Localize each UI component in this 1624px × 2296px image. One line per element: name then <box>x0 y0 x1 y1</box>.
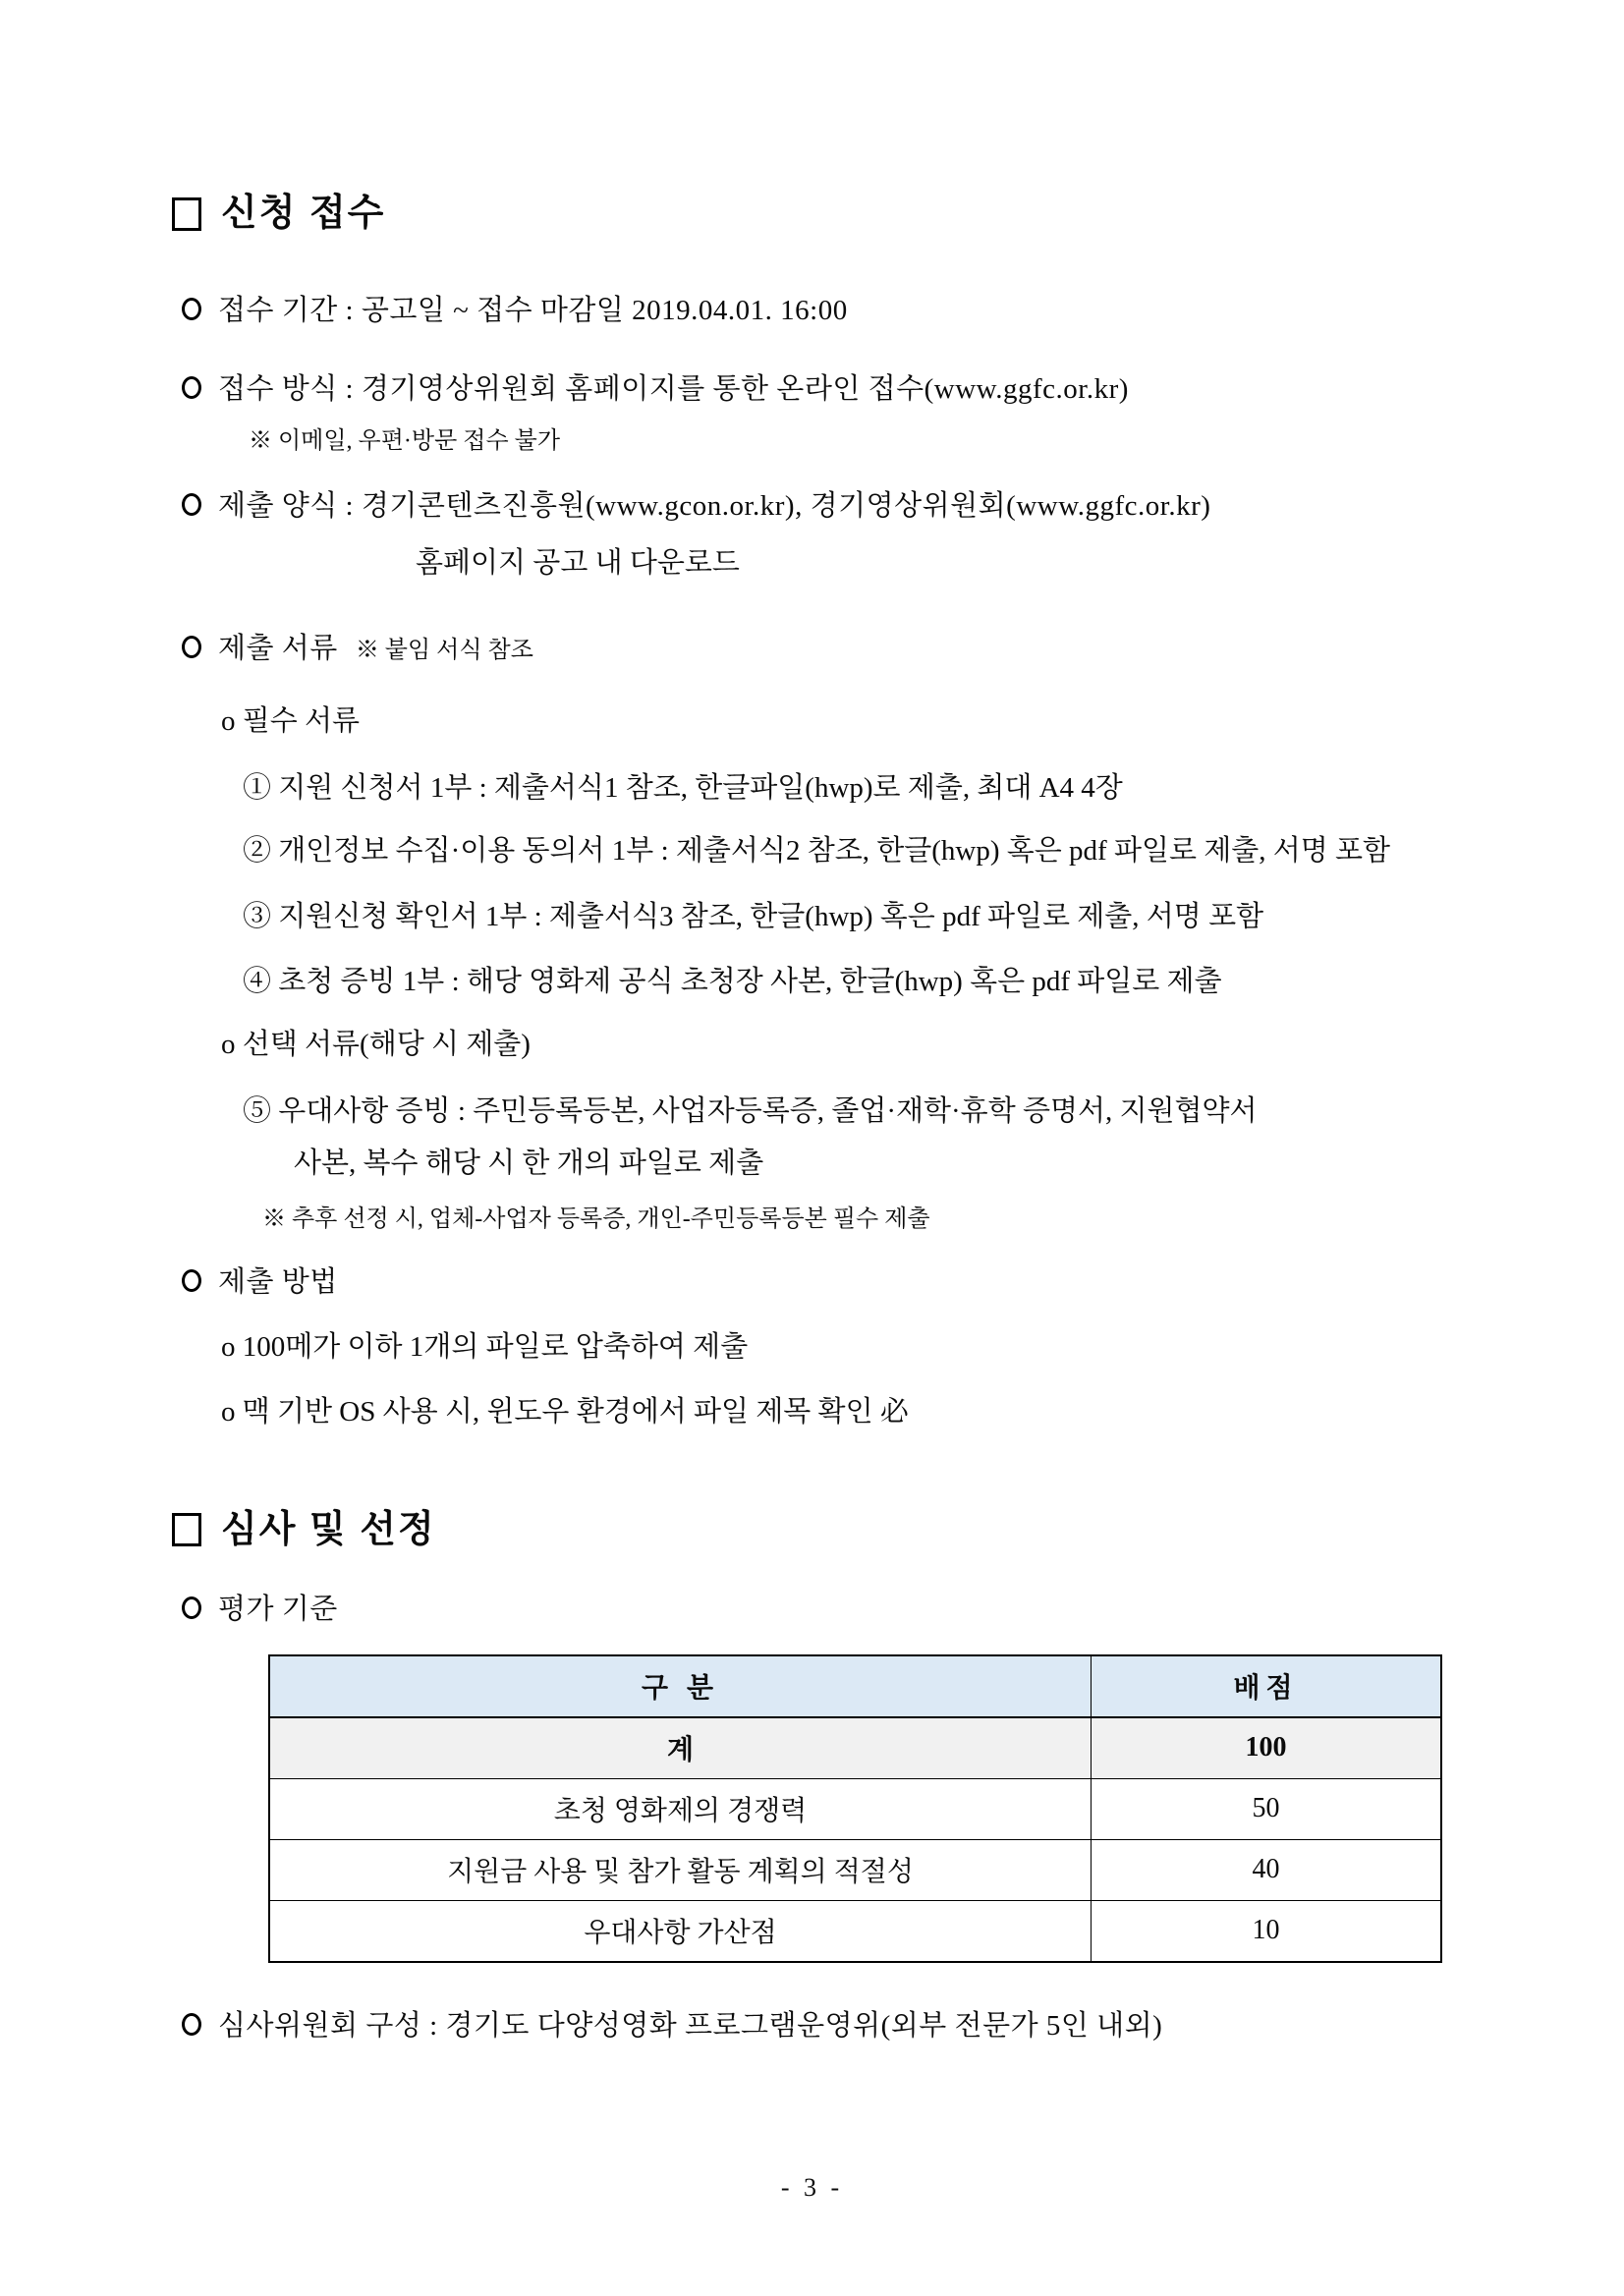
docs-text: 제출 서류 <box>218 633 338 665</box>
bullet-form <box>172 488 1477 526</box>
bullet-submit-method <box>172 1264 1477 1302</box>
page-number: - 3 - <box>780 2173 844 2202</box>
criteria-text: 평가 기준 <box>218 1594 338 1626</box>
score-table-header-points: 배점 <box>1092 1655 1442 1717</box>
score-category: 우대사항 가산점 <box>269 1900 1092 1962</box>
circle-bullet-icon <box>182 298 201 320</box>
method-text: 접수 방식 : 경기영상위원회 홈페이지를 통한 온라인 접수(www.ggfc.or.kr) <box>218 373 1129 406</box>
circle-bullet-icon <box>182 636 201 658</box>
optional-doc-5-continuation: 사본, 복수 해당 시 한 개의 파일로 제출 <box>294 1147 764 1179</box>
circle-bullet-icon <box>182 1269 201 1292</box>
circle-bullet-icon <box>182 2013 201 2036</box>
score-table-row-total <box>269 1717 1441 1779</box>
score-table-row <box>269 1778 1441 1839</box>
bullet-method <box>172 371 1477 409</box>
bullet-period <box>172 293 1477 330</box>
period-text: 접수 기간 : 공고일 ~ 접수 마감일 2019.04.01. 16:00 <box>218 295 848 327</box>
score-points: 100 <box>1092 1717 1442 1779</box>
score-table-header-row <box>269 1655 1441 1717</box>
circle-bullet-icon <box>182 493 201 516</box>
optional-doc-5-note: ※ 추후 선정 시, 업체-사업자 등록증, 개인-주민등록등본 필수 제출 <box>262 1205 930 1232</box>
score-table-header-category: 구 분 <box>269 1655 1092 1717</box>
bullet-criteria <box>172 1592 1477 1629</box>
required-doc-3: ③ 지원신청 확인서 1부 : 제출서식3 참조, 한글(hwp) 혹은 pdf 파일로 제출, 서명 포함 <box>243 901 1264 933</box>
section-heading-apply-label: 신청 접수 <box>221 193 386 234</box>
score-points: 10 <box>1092 1900 1442 1962</box>
required-doc-4: ④ 초청 증빙 1부 : 해당 영화제 공식 초청장 사본, 한글(hwp) 혹은 pdf 파일로 제출 <box>243 965 1222 997</box>
score-points: 40 <box>1092 1839 1442 1900</box>
submit-rule-2: o 맥 기반 OS 사용 시, 윈도우 환경에서 파일 제목 확인 必 <box>221 1396 909 1428</box>
required-docs-label: o 필수 서류 <box>221 705 361 738</box>
optional-doc-5: ⑤ 우대사항 증빙 : 주민등록등본, 사업자등록증, 졸업·재학·휴학 증명서, 지원협약서 <box>243 1095 1258 1128</box>
score-table-row <box>269 1839 1441 1900</box>
score-table-wrapper <box>172 1654 1477 1963</box>
square-bullet-icon <box>172 197 201 231</box>
section-heading-review <box>172 1506 1477 1554</box>
required-doc-2: ② 개인정보 수집·이용 동의서 1부 : 제출서식2 참조, 한글(hwp) 혹은 pdf 파일로 제출, 서명 포함 <box>243 835 1391 868</box>
circle-bullet-icon <box>182 1596 201 1619</box>
score-category: 지원금 사용 및 참가 활동 계획의 적절성 <box>269 1839 1092 1900</box>
score-table <box>268 1654 1442 1963</box>
score-category: 초청 영화제의 경쟁력 <box>269 1778 1092 1839</box>
score-table-row <box>269 1900 1441 1962</box>
docs-note: ※ 붙임 서식 참조 <box>355 638 533 664</box>
submit-rule-1: o 100메가 이하 1개의 파일로 압축하여 제출 <box>221 1331 749 1364</box>
optional-docs-label: o 선택 서류(해당 시 제출) <box>221 1029 531 1061</box>
form-text: 제출 양식 : 경기콘텐츠진흥원(www.gcon.or.kr), 경기영상위원회(www.ggfc.or.kr) <box>218 489 1211 522</box>
square-bullet-icon <box>172 1513 201 1546</box>
required-doc-1: ① 지원 신청서 1부 : 제출서식1 참조, 한글파일(hwp)로 제출, 최대 A4 4장 <box>243 771 1123 804</box>
section-heading-apply <box>172 190 1477 238</box>
submit-method-text: 제출 방법 <box>218 1265 338 1298</box>
score-points: 50 <box>1092 1778 1442 1839</box>
bullet-committee <box>172 2008 1477 2045</box>
form-continuation: 홈페이지 공고 내 다운로드 <box>416 546 740 579</box>
section-heading-review-label: 심사 및 선정 <box>221 1508 436 1550</box>
score-category: 계 <box>269 1717 1092 1779</box>
method-note: ※ 이메일, 우편·방문 접수 불가 <box>249 427 561 454</box>
committee-text: 심사위원회 구성 : 경기도 다양성영화 프로그램운영위(외부 전문가 5인 내외) <box>218 2009 1163 2042</box>
circle-bullet-icon <box>182 376 201 399</box>
bullet-docs <box>172 631 1477 668</box>
